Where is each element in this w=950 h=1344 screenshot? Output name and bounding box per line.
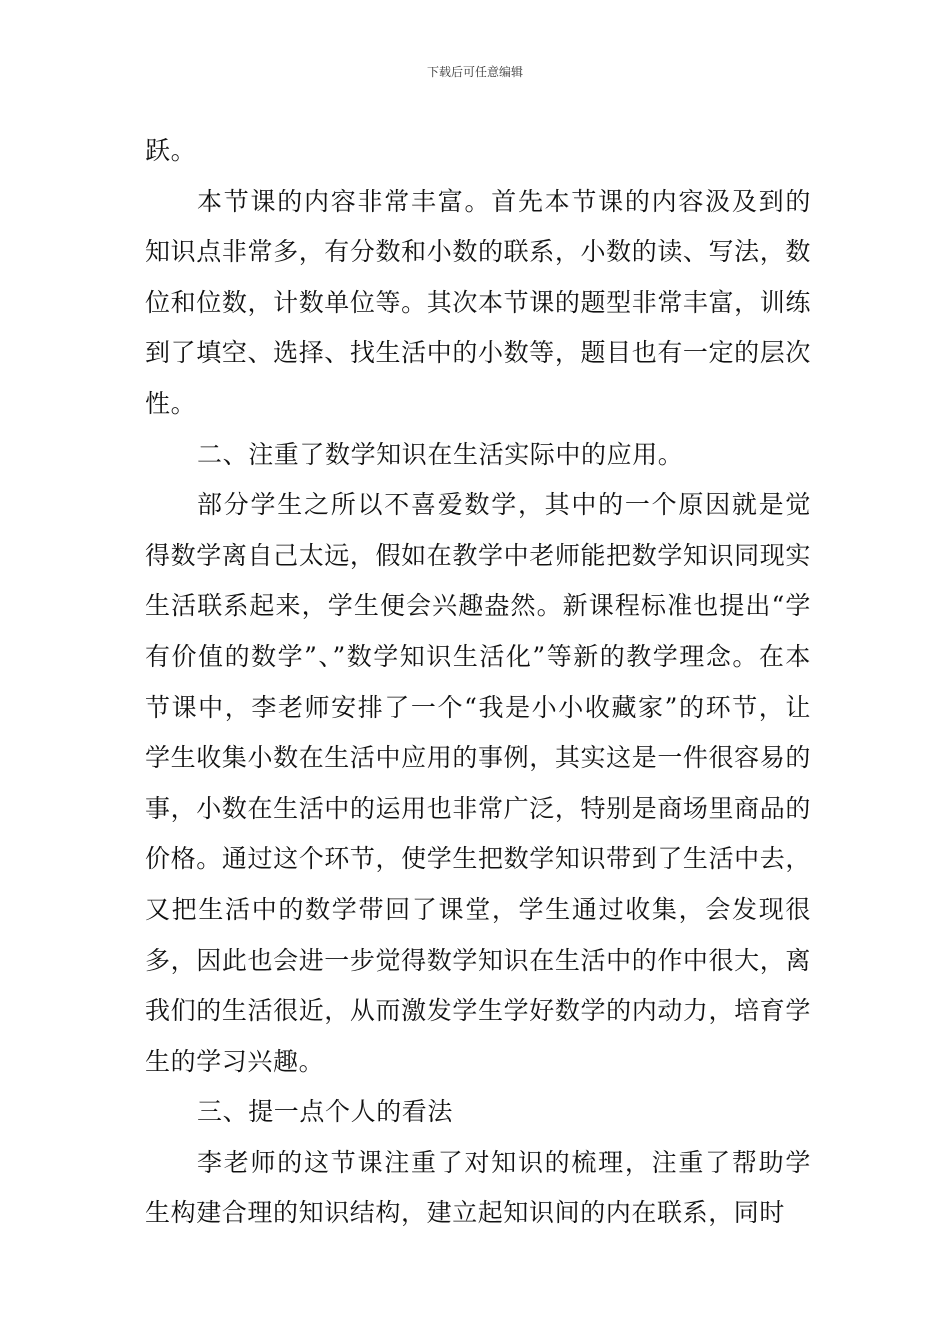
section-heading-three: 三、提一点个人的看法 (197, 1097, 454, 1127)
paragraph-continuation: 跃。 (145, 136, 197, 165)
document-body (145, 126, 811, 1239)
page-header: 下载后可任意编辑 (426, 65, 523, 79)
section-heading-two: 二、注重了数学知识在生活实际中的应用。 (197, 439, 684, 469)
paragraph-content-richness: 本节课的内容非常丰富。首先本节课的内容汲及到的知识点非常多，有分数和小数的联系，小数的读、写法，数位和位数，计数单位等。其次本节课的题型非常丰富，训练到了填空、选择、找生活中的小数等，题目也有一定的层次性。 (145, 186, 811, 418)
paragraph-personal-view: 李老师的这节课注重了对知识的梳理，注重了帮助学生构建合理的知识结构，建立起知识间的内在联系，同时 (145, 1147, 811, 1228)
paragraph-real-life-application: 部分学生之所以不喜爱数学，其中的一个原因就是觉得数学离自己太远，假如在教学中老师能把数学知识同现实生活联系起来，学生便会兴趣盎然。新课程标准也提出“学有价值的数学”、”数学知识生活化”等新的教学理念。在本节课中，李老师安排了一个“我是小小收藏家”的环节，让学生收集小数在生活中应用的事例，其实这是一件很容易的事，小数在生活中的运用也非常广泛，特别是商场里商品的价格。通过这个环节，使学生把数学知识带到了生活中去，又把生活中的数学带回了课堂，学生通过收集，会发现很多，因此也会进一步觉得数学知识在生活中的作中很大，离我们的生活很近，从而激发学生学好数学的内动力，培育学生的学习兴趣。 (145, 490, 811, 1076)
